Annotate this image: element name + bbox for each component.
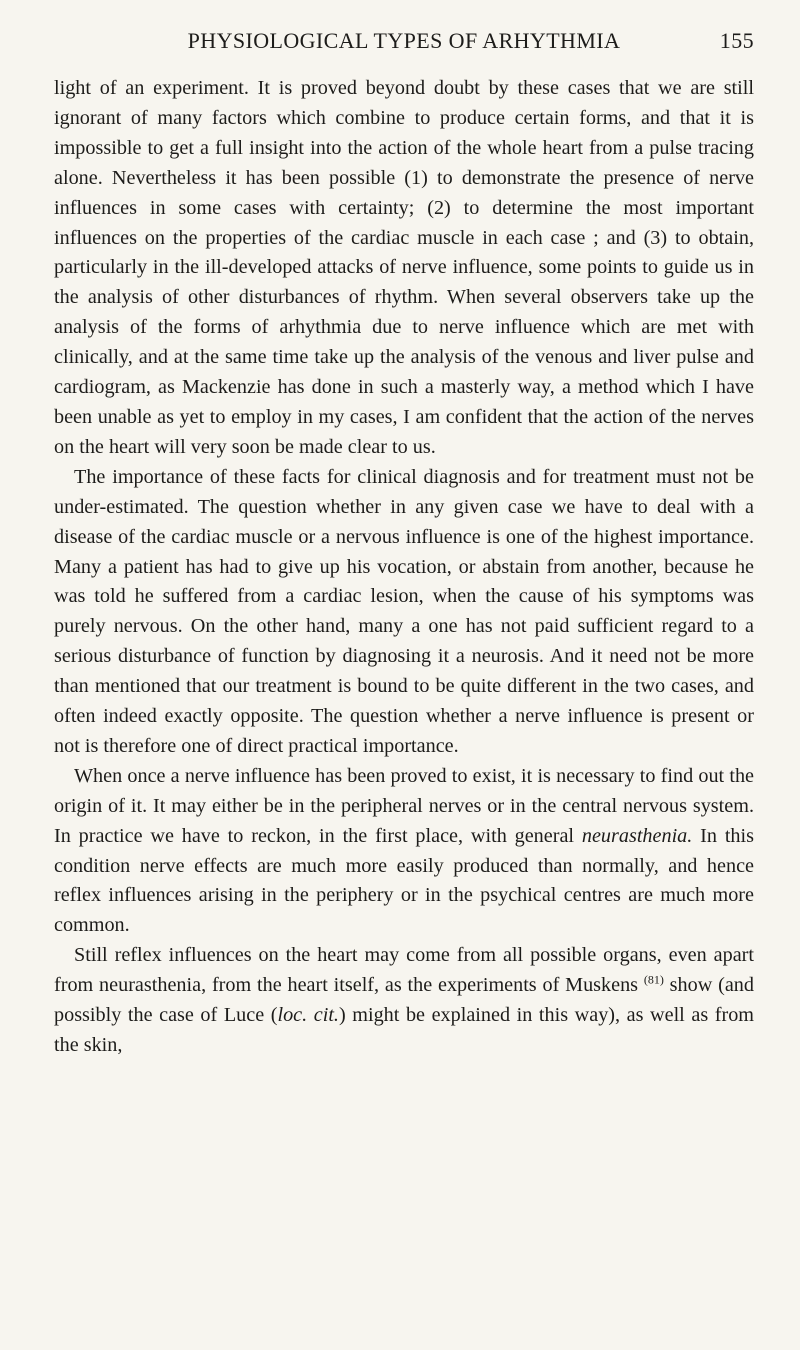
paragraph-1: light of an experiment. It is proved beyond doubt by these cases that we are still ignorant of many factors which combine to produce certain forms, and that it is impossible to get a full insight into the action of the whole heart from a pulse tracing alone. Nevertheless it has been possible (1) to demonstrate the presence of nerve influences in some cases with certainty; (2) to determine the most important influences on the properties of the cardiac muscle in each case ; and (3) to obtain, particularly in the ill-developed attacks of nerve influence, some points to guide us in the analysis of other disturbances of rhythm. When several observers take up the analysis of the forms of arhythmia due to nerve influence which are met with clinically, and at the same time take up the analysis of the venous and liver pulse and cardiogram, as Mackenzie has done in such a masterly way, a method which I have been unable as yet to employ in my cases, I am confident that the action of the nerves on the heart will very soon be made clear to us. — [54, 77, 754, 458]
paragraph-3-text-continued: In this condition nerve effects are much more easily produced than normally, and hence reflex influences arising in the periphery or in the psychical centres are much more common. — [54, 824, 754, 937]
book-page — [54, 28, 754, 1061]
paragraph-3-text: When once a nerve influence has been proved to exist, it is necessary to find out the origin of it. It may either be in the peripheral nerves or in the central nervous system. In practice we have to reckon, in the first place, with general — [54, 764, 754, 847]
running-head — [54, 28, 754, 68]
running-title: PHYSIOLOGICAL TYPES OF ARHYTHMIA — [187, 28, 621, 53]
reference-marker: (81) — [643, 972, 664, 987]
paragraph-3 — [54, 762, 754, 941]
paragraph-2: The importance of these facts for clinical diagnosis and for treatment must not be under-estimated. The question whether in any given case we have to deal with a disease of the cardiac muscle or a nervous influence is one of the highest importance. Many a patient has had to give up his vocation, or abstain from another, because he was told he suffered from a cardiac lesion, when the cause of his symptoms was purely nervous. On the other hand, many a one has not paid sufficient regard to a serious disturbance of function by diagnosing it a neurosis. And it need not be more than mentioned that our treatment is bound to be quite different in the two cases, and often indeed exactly opposite. The question whether a nerve influence is present or not is therefore one of direct practical importance. — [54, 465, 754, 757]
paragraph-4-text: Still reflex influences on the heart may come from all possible organs, even apart from neurasthenia, from the heart itself, as the experiments of Muskens — [54, 944, 754, 997]
body-text — [54, 74, 754, 1061]
paragraph-4-text-end: ) might be explained in this way), as well as from the skin, — [54, 1004, 754, 1056]
italic-citation: loc. cit. — [277, 1004, 339, 1027]
paragraph-4-text-middle: show (and possibly the case of Luce ( — [54, 974, 754, 1027]
paragraph-4 — [54, 941, 754, 1061]
italic-term-neurasthenia: neurasthenia. — [581, 824, 693, 847]
page-number: 155 — [719, 28, 754, 53]
